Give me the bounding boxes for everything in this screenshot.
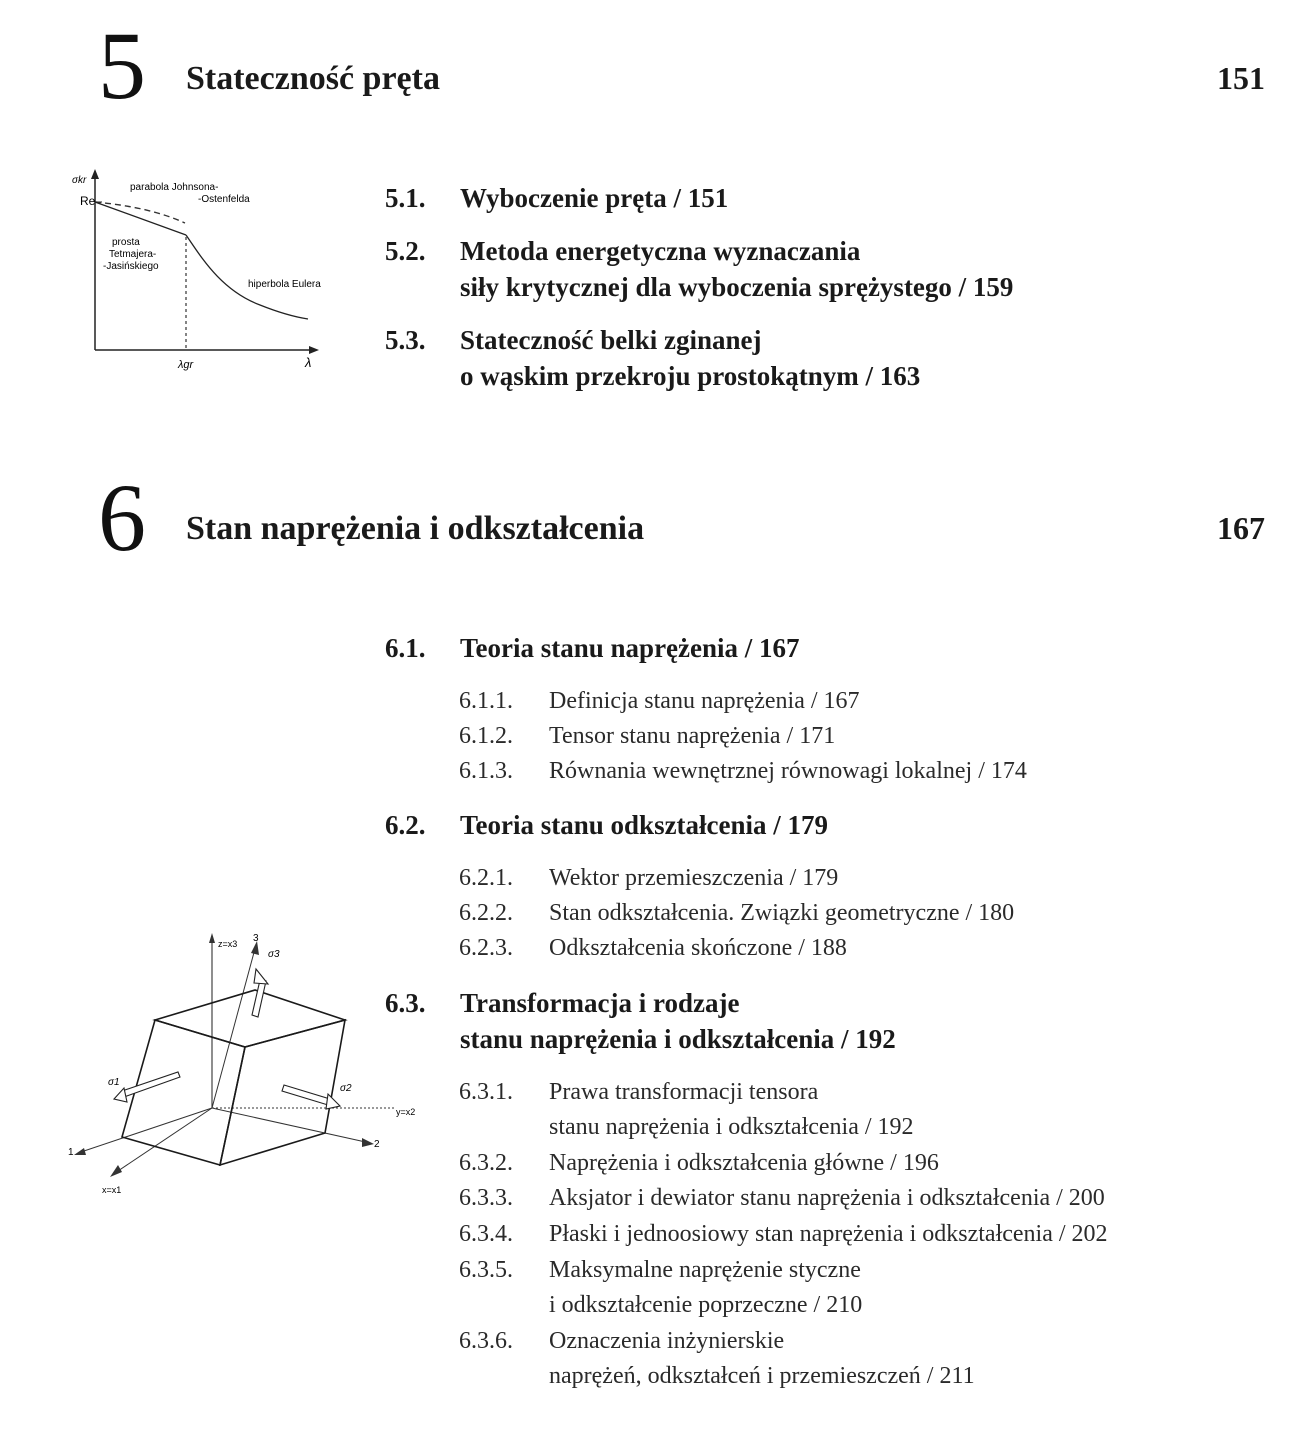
euler-hyperbola-curve <box>186 235 308 319</box>
sigma-1-label: σ1 <box>108 1077 120 1088</box>
subsection-number: 6.3.3. <box>459 1185 513 1211</box>
sigma-3-label: σ3 <box>268 949 280 960</box>
subsection-number: 6.3.5. <box>459 1257 513 1283</box>
subsection-title: Aksjator i dewiator stanu naprężenia i odkształcenia / 200 <box>549 1185 1105 1211</box>
subsection-number: 6.3.4. <box>459 1221 513 1247</box>
y-axis-arrow <box>91 169 99 179</box>
axis-3-label: 3 <box>253 933 259 944</box>
subsection-title: Definicja stanu naprężenia / 167 <box>549 688 860 714</box>
re-label: Re <box>80 194 96 208</box>
chapter-number: 6 <box>98 464 146 571</box>
parabola-label-line-2: -Ostenfelda <box>198 194 250 205</box>
section-number: 5.3. <box>385 325 426 355</box>
chapter-title[interactable]: Stan naprężenia i odkształcenia <box>186 510 645 547</box>
principal-axis-1-arrow <box>74 1148 86 1155</box>
x-axis-arrow <box>110 1165 122 1177</box>
x-axis <box>115 1108 212 1173</box>
hyperbola-label: hiperbola Eulera <box>248 279 321 290</box>
z-axis-arrow <box>209 933 215 943</box>
principal-axis-2-arrow <box>362 1138 374 1147</box>
axis-1-label: 1 <box>68 1147 74 1158</box>
subsection-number: 6.1.3. <box>459 758 513 784</box>
x-axis-arrow <box>309 346 319 354</box>
chapter-number: 5 <box>98 12 146 119</box>
axis-2-label: 2 <box>374 1139 380 1150</box>
section-title: Transformacja i rodzaje stanu naprężenia i odkształcenia / 192 <box>460 988 896 1054</box>
cube-front-face <box>122 1020 245 1165</box>
y-axis-label: y=x2 <box>396 1107 416 1117</box>
principal-axis-2 <box>212 1108 370 1143</box>
section-number: 6.1. <box>385 633 426 663</box>
z-axis-label: z=x3 <box>218 939 238 949</box>
tetmajer-label-line-1: prosta <box>112 237 140 248</box>
buckling-chart-figure <box>60 165 370 380</box>
chapter-title[interactable]: Stateczność pręta <box>186 60 440 97</box>
section-number: 6.3. <box>385 988 426 1018</box>
section-number: 6.2. <box>385 810 426 840</box>
subsection-title: Oznaczenia inżynierskie naprężeń, odkształceń i przemieszczeń / 211 <box>549 1328 975 1389</box>
tetmajer-label-line-2: Tetmajera- <box>109 249 157 260</box>
subsection-title: Prawa transformacji tensora stanu naprężenia i odkształcenia / 192 <box>549 1079 914 1140</box>
chapter-page-number[interactable]: 167 <box>1217 510 1265 546</box>
parabola-curve <box>95 202 185 223</box>
x-axis-label: x=x1 <box>102 1185 122 1195</box>
principal-axis-3 <box>212 945 256 1108</box>
subsection-title: Wektor przemieszczenia / 179 <box>549 865 839 891</box>
subsection-number: 6.2.2. <box>459 900 513 926</box>
tetmajer-label-line-3: -Jasińskiego <box>103 261 159 272</box>
subsection-title: Płaski i jednoosiowy stan naprężenia i odkształcenia / 202 <box>549 1221 1108 1247</box>
section-title: Teoria stanu naprężenia / 167 <box>460 633 800 663</box>
subsection-title: Równania wewnętrznej równowagi lokalnej / 174 <box>549 758 1027 784</box>
cube-top-face <box>155 990 345 1047</box>
section-title: Teoria stanu odkształcenia / 179 <box>460 810 829 840</box>
subsection-title: Naprężenia i odkształcenia główne / 196 <box>549 1150 939 1176</box>
sigma-1-arrow <box>114 1072 180 1102</box>
stress-cube-figure <box>60 925 430 1205</box>
subsection-number: 6.1.2. <box>459 723 513 749</box>
subsection-number: 6.3.2. <box>459 1150 513 1176</box>
section-title: Wyboczenie pręta / 151 <box>460 183 729 213</box>
section-number: 5.2. <box>385 236 426 266</box>
subsection-number: 6.2.1. <box>459 865 513 891</box>
lambda-gr-label: λgr <box>178 359 194 371</box>
subsection-title: Stan odkształcenia. Związki geometryczne / 180 <box>549 900 1015 926</box>
cube-side-face <box>220 1020 345 1165</box>
section-title: Stateczność belki zginanej o wąskim przekroju prostokątnym / 163 <box>460 325 921 391</box>
principal-axis-1 <box>78 1108 212 1153</box>
section-title: Metoda energetyczna wyznaczania siły krytycznej dla wyboczenia sprężystego / 159 <box>460 236 1014 302</box>
x-axis-label: λ <box>305 355 312 370</box>
y-axis-label: σkr <box>72 175 87 186</box>
section-number: 5.1. <box>385 183 426 213</box>
subsection-number: 6.1.1. <box>459 688 513 714</box>
tetmajer-line <box>95 202 186 235</box>
subsection-title: Tensor stanu naprężenia / 171 <box>549 723 836 749</box>
sigma-2-label: σ2 <box>340 1083 352 1094</box>
subsection-number: 6.3.6. <box>459 1328 513 1354</box>
subsection-title: Maksymalne naprężenie styczne i odkształcenie poprzeczne / 210 <box>549 1257 863 1318</box>
parabola-label-line-1: parabola Johnsona- <box>130 182 219 193</box>
subsection-number: 6.2.3. <box>459 935 513 961</box>
subsection-title: Odkształcenia skończone / 188 <box>549 935 847 961</box>
sigma-2-arrow <box>282 1085 340 1109</box>
chapter-page-number[interactable]: 151 <box>1217 60 1265 96</box>
subsection-number: 6.3.1. <box>459 1079 513 1105</box>
